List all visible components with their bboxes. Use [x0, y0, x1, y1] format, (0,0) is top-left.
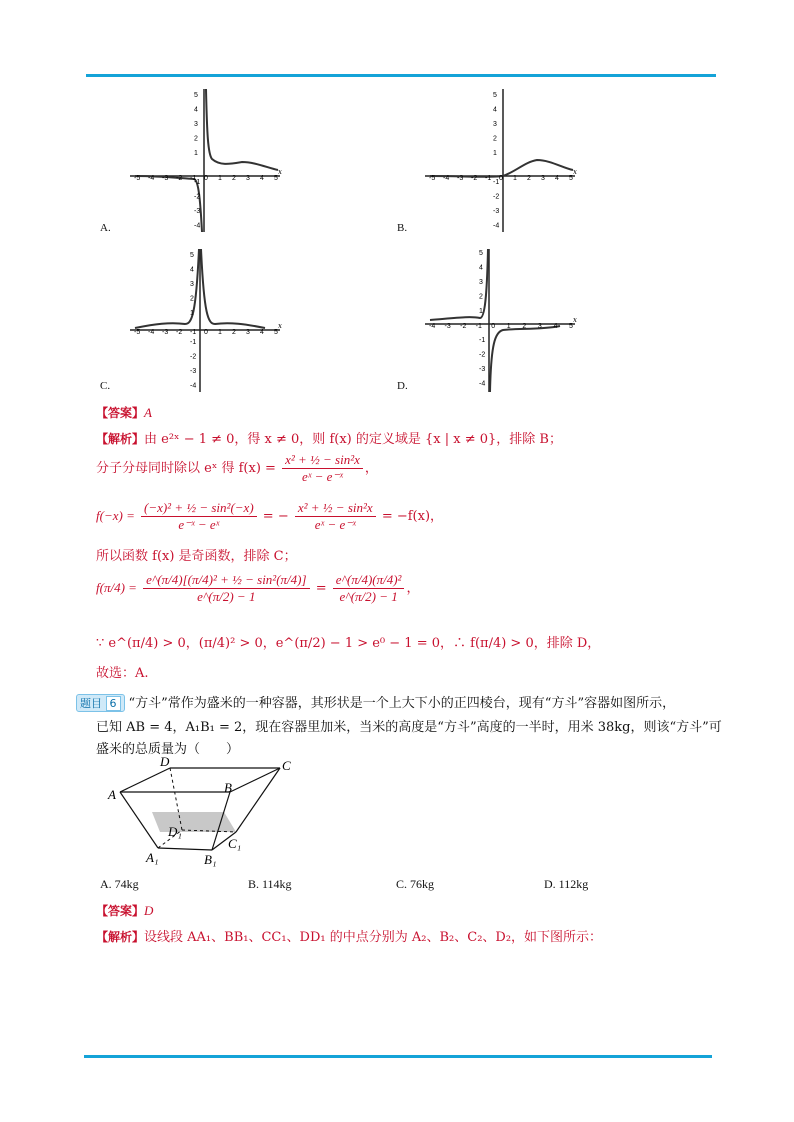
x-tick-label: -2 — [460, 323, 467, 330]
x-tick-label: -3 — [457, 175, 464, 182]
analysis-text-2-prefix: 分子分母同时除以 eˣ 得 f(x) = — [96, 461, 276, 476]
fraction-numerator: e^(π/4)(π/4)² — [333, 572, 405, 589]
graph-d-svg — [425, 244, 585, 394]
graph-option-a — [130, 84, 290, 234]
x-tick-label: 1 — [218, 175, 222, 182]
fraction-denominator: e^(π/2) − 1 — [339, 589, 398, 604]
curve-right — [490, 326, 560, 392]
x-tick-label: -2 — [471, 175, 478, 182]
fraction-denominator: eˣ − e⁻ˣ — [314, 517, 356, 532]
edge-AA1 — [120, 792, 158, 848]
y-tick-label: 2 — [190, 295, 194, 303]
fraction-f-neg-x-1 — [141, 500, 257, 533]
choice-b[interactable]: B. 114kg — [248, 877, 292, 891]
x-tick-label: -3 — [162, 175, 169, 182]
x-tick-label: -3 — [162, 329, 169, 336]
x-tick-label: -5 — [429, 175, 436, 182]
label-A1: A₁ — [146, 850, 159, 865]
graph-option-b — [425, 84, 585, 234]
x-tick-label: 2 — [522, 323, 527, 330]
frustum-svg — [100, 752, 320, 872]
x-axis-label: x — [573, 316, 577, 324]
label-C: C — [282, 758, 291, 773]
x-tick-label: 2 — [527, 175, 531, 182]
x-tick-label: -4 — [443, 175, 450, 182]
x-tick-label: 0 — [491, 323, 496, 330]
choice-d[interactable]: D. 112kg — [544, 877, 589, 891]
analysis-line-6 — [96, 632, 600, 651]
x-tick-label: 0 — [499, 175, 503, 182]
label-D: D — [160, 754, 170, 769]
y-tick-label: 3 — [479, 279, 483, 286]
y-tick-label: -3 — [479, 366, 486, 373]
answer-value: A — [144, 405, 152, 420]
x-tick-label: 2 — [232, 175, 236, 182]
label-B1: B₁ — [204, 852, 217, 867]
question-badge-label: 题目 — [80, 697, 102, 710]
x-tick-label: -1 — [485, 175, 492, 182]
x-tick-label: -4 — [148, 175, 155, 182]
y-tick-label: 5 — [194, 92, 198, 99]
y-tick-label: -2 — [194, 193, 201, 201]
graph-option-d — [425, 244, 585, 394]
y-tick-label: 4 — [190, 266, 194, 274]
question-badge — [76, 694, 125, 712]
y-tick-label: 3 — [190, 281, 194, 288]
graph-c-svg — [130, 244, 290, 394]
question-text-1: “方斗”常作为盛米的一种容器，其形状是一个上大下小的正四棱台，现有“方斗”容器如图所示， — [128, 696, 676, 711]
x-tick-label: -5 — [134, 175, 141, 182]
choice-c[interactable]: C. 76kg — [396, 877, 435, 891]
y-tick-label: -1 — [479, 337, 486, 344]
answer-line-1 — [96, 404, 152, 421]
bottom-rule — [84, 1055, 712, 1058]
y-tick-label: -4 — [190, 382, 197, 390]
x-tick-label: 1 — [513, 175, 517, 182]
answer-tag: 【答案】 — [96, 904, 145, 918]
x-tick-label: 0 — [204, 329, 208, 336]
x-tick-label: 5 — [569, 323, 573, 330]
top-rule — [86, 74, 716, 77]
x-tick-label: 3 — [246, 329, 250, 336]
x-tick-label: -1 — [190, 175, 197, 182]
question-number: 6 — [106, 696, 121, 711]
x-axis-label: x — [278, 168, 282, 176]
fraction-fx — [282, 452, 363, 485]
y-tick-label: -4 — [493, 222, 500, 230]
x-tick-label: -5 — [134, 329, 141, 336]
y-tick-label: -1 — [190, 339, 197, 346]
analysis-text-3-mid: = − — [262, 509, 289, 524]
answer-value: D — [144, 903, 154, 918]
edge-A1B1 — [158, 848, 212, 850]
y-tick-label: 5 — [493, 92, 497, 99]
y-tick-label: 3 — [194, 121, 198, 128]
x-tick-label: -1 — [475, 323, 482, 330]
x-tick-label: 3 — [541, 175, 545, 182]
analysis-line-1 — [96, 428, 562, 447]
x-axis-label: x — [278, 322, 282, 330]
x-tick-label: 4 — [260, 329, 264, 336]
y-tick-label: 3 — [493, 121, 497, 128]
y-tick-label: -2 — [479, 351, 486, 359]
x-tick-label: 5 — [274, 329, 278, 336]
label-D1: D₁ — [168, 824, 182, 839]
analysis-text-4: 所以函数 f(x) 是奇函数，排除 C； — [96, 549, 297, 564]
analysis-line-3 — [96, 500, 443, 533]
answer-tag: 【答案】 — [96, 406, 145, 420]
x-tick-label: 4 — [260, 175, 264, 182]
y-tick-label: -1 — [194, 179, 201, 186]
y-tick-label: 1 — [190, 310, 194, 317]
y-tick-label: 1 — [194, 150, 198, 157]
fraction-denominator: e^(π/2) − 1 — [197, 589, 256, 604]
x-tick-label: 1 — [506, 323, 511, 330]
y-tick-label: 1 — [479, 308, 483, 315]
edge-BC — [230, 768, 280, 792]
label-C1: C₁ — [228, 836, 242, 851]
analysis-text-7: 故选：A. — [96, 666, 149, 681]
y-tick-label: 2 — [479, 293, 483, 301]
graph-option-c — [130, 244, 290, 394]
y-tick-label: 5 — [479, 250, 483, 257]
analysis-text-5-mid: = — [315, 581, 327, 596]
y-tick-label: -3 — [194, 208, 201, 215]
analysis-text-5-lhs: f(π/4) = — [96, 580, 137, 595]
graph-b-svg — [425, 84, 585, 234]
analysis-line-4 — [96, 545, 297, 564]
fraction-denominator: eˣ − e⁻ˣ — [301, 469, 343, 484]
y-tick-label: -4 — [194, 222, 201, 230]
fraction-f-pi-4-1 — [143, 572, 309, 605]
x-tick-label: 4 — [555, 175, 559, 182]
fraction-numerator: x² + ½ − sin²x — [295, 500, 376, 517]
x-tick-label: -3 — [444, 323, 451, 330]
analysis-tag: 【解析】 — [96, 930, 145, 944]
y-tick-label: 5 — [190, 252, 194, 259]
x-tick-label: 4 — [553, 323, 558, 330]
label-A: A — [108, 787, 116, 802]
answer-line-2 — [96, 902, 153, 919]
choice-a[interactable]: A. 74kg — [100, 877, 139, 891]
edge-AD — [120, 768, 170, 792]
analysis-line-2: 分子分母同时除以 eˣ 得 f(x) = $\frac{\text{x² + ½ − sin²x}}{\text{eˣ − e⁻ˣ}}$ ， — [96, 452, 378, 484]
curve-right — [201, 249, 265, 328]
y-tick-label: -2 — [190, 353, 197, 361]
y-tick-label: -2 — [493, 193, 500, 201]
fraction-denominator: e⁻ˣ − eˣ — [178, 517, 220, 532]
analysis-2-line-1 — [96, 926, 602, 945]
fraction-numerator: (−x)² + ½ − sin²(−x) — [141, 500, 257, 517]
y-tick-label: 4 — [194, 106, 198, 114]
x-tick-label: 3 — [246, 175, 250, 182]
question-6-line-2 — [96, 716, 722, 735]
x-tick-label: 3 — [537, 323, 542, 330]
y-tick-label: -3 — [493, 208, 500, 215]
x-tick-label: 1 — [218, 329, 222, 336]
curve-right — [206, 89, 278, 170]
analysis-line-5: f(π/4) = $\frac{\text{e\textasciicircum{}(π/4)[(π/4)² + ½ − sin²(π/4)]}}{e\^{}(\pi/2) - 1}$ = $\frac{\text{e\textasciicircum{}(π/4)(π/4)²}}{e\^{}(\pi/2) - 1}$ ， — [96, 572, 420, 604]
analysis-tag: 【解析】 — [96, 432, 145, 446]
y-tick-label: -1 — [493, 179, 500, 186]
fraction-numerator: e^(π/4)[(π/4)² + ½ − sin²(π/4)] — [143, 572, 309, 589]
option-a-label: A. — [100, 222, 111, 234]
x-tick-label: -4 — [148, 329, 155, 336]
edge-CC1 — [236, 768, 280, 832]
analysis-text-3-end: = −f(x)， — [381, 509, 444, 524]
analysis-text-3-lhs: f(−x) = — [96, 508, 135, 523]
x-tick-label: -1 — [190, 329, 197, 336]
y-tick-label: 4 — [493, 106, 497, 114]
curve-left — [135, 176, 202, 232]
question-text-3: 盛米的总质量为（ ） — [96, 742, 240, 757]
x-tick-label: -2 — [176, 175, 183, 182]
x-tick-label: 5 — [274, 175, 278, 182]
analysis-text-1: 由 e²ˣ − 1 ≠ 0，得 x ≠ 0，则 f(x) 的定义域是 {x | x ≠ 0}，排除 B； — [144, 432, 562, 447]
y-tick-label: -4 — [479, 380, 486, 388]
option-c-label: C. — [100, 380, 111, 392]
x-axis-label: x — [573, 168, 577, 176]
x-tick-label: -4 — [429, 323, 436, 330]
x-tick-label: 2 — [232, 329, 236, 336]
option-b-label: B. — [397, 222, 408, 234]
x-tick-label: -2 — [176, 329, 183, 336]
y-tick-label: 4 — [479, 264, 483, 272]
analysis-text-6: ∵ e^(π/4) > 0，(π/4)² > 0，e^(π/2) − 1 > e⁰ − 1 = 0，∴ f(π/4) > 0，排除 D， — [96, 636, 601, 651]
question-6-line-1 — [76, 692, 675, 712]
analysis-line-7 — [96, 662, 149, 681]
fraction-f-pi-4-2 — [333, 572, 405, 605]
y-tick-label: 2 — [194, 135, 198, 143]
y-tick-label: -3 — [190, 368, 197, 375]
question-text-2: 已知 AB = 4，A₁B₁ = 2，现在容器里加米，当米的高度是“方斗”高度的一半时，用米 38kg，则该“方斗”可 — [96, 720, 722, 735]
fraction-numerator: x² + ½ − sin²x — [282, 452, 363, 469]
graph-a-svg — [130, 84, 290, 234]
y-tick-label: 2 — [493, 135, 497, 143]
fraction-f-neg-x-2 — [295, 500, 376, 533]
label-B: B — [224, 780, 232, 795]
x-tick-label: 5 — [569, 175, 573, 182]
option-d-label: D. — [397, 380, 408, 392]
analysis-2-text: 设线段 AA₁、BB₁、CC₁、DD₁ 的中点分别为 A₂、B₂、C₂、D₂，如下图所示： — [144, 930, 603, 945]
frustum-figure — [100, 752, 320, 872]
x-tick-label: 0 — [204, 175, 208, 182]
y-tick-label: 1 — [493, 150, 497, 157]
